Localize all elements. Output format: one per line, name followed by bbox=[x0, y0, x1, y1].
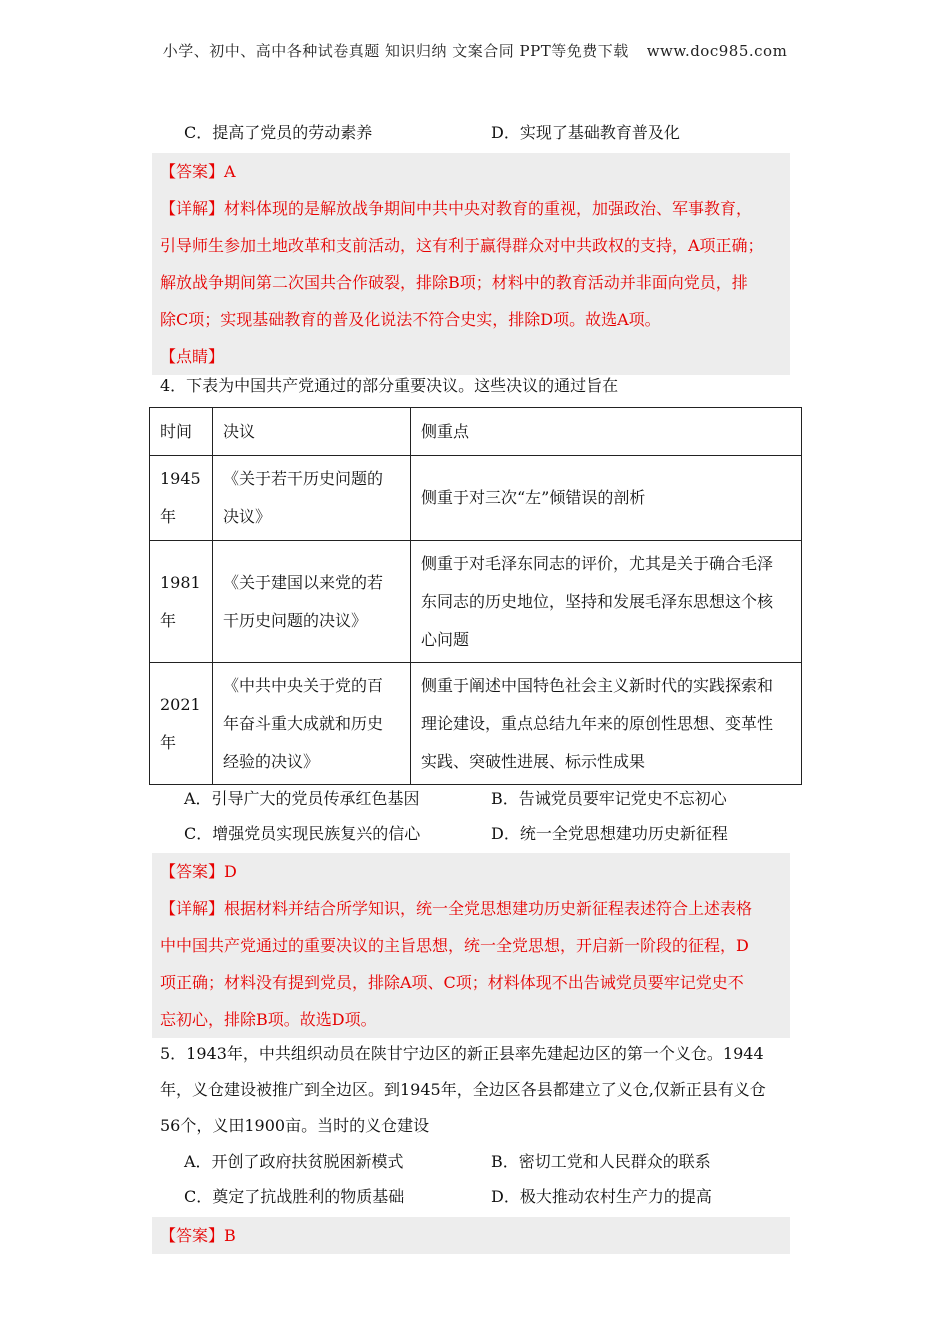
cell-line: 干历史问题的决议》 bbox=[223, 610, 368, 630]
table-cell-resolution bbox=[213, 541, 411, 663]
q5-stem-line: 年，义仓建设被推广到全边区。到1945年，全边区各县都建立了义仓,仅新正县有义仓 bbox=[160, 1080, 766, 1099]
q5-option-b: B．密切工党和人民群众的联系 bbox=[491, 1152, 711, 1171]
q5-stem-line: 5．1943年，中共组织动员在陕甘宁边区的新正县率先建起边区的第一个义仓。1944 bbox=[160, 1044, 764, 1063]
table-cell-focus bbox=[411, 456, 802, 541]
page-header bbox=[0, 40, 950, 61]
table-header-focus: 侧重点 bbox=[411, 408, 802, 456]
q4-option-a: A．引导广大的党员传承红色基因 bbox=[184, 789, 420, 808]
cell-line: 1945 bbox=[160, 469, 201, 488]
table-header-resolution: 决议 bbox=[213, 408, 411, 456]
header-text: 小学、初中、高中各种试卷真题 知识归纳 文案合同 PPT等免费下载 bbox=[162, 42, 629, 60]
q4-detail-line: 项正确；材料没有提到党员，排除A项、C项；材料体现不出告诫党员要牢记党史不 bbox=[160, 973, 744, 992]
cell-line: 理论建设，重点总结九年来的原创性思想、变革性 bbox=[421, 713, 774, 733]
cell-line: 心问题 bbox=[421, 629, 470, 649]
header-url: www.doc985.com bbox=[646, 42, 788, 60]
table-header-row bbox=[150, 408, 802, 456]
table-cell-focus bbox=[411, 663, 802, 785]
q3-detail-line: 引导师生参加土地改革和支前活动，这有利于赢得群众对中共政权的支持，A项正确； bbox=[160, 236, 764, 255]
cell-line: 决议》 bbox=[223, 507, 272, 526]
cell-line: 年奋斗重大成就和历史 bbox=[223, 713, 384, 733]
q3-answer-block bbox=[152, 153, 790, 375]
q3-option-c: C．提高了党员的劳动素养 bbox=[184, 123, 373, 142]
cell-line: 实践、突破性进展、标示性成果 bbox=[421, 751, 646, 771]
cell-line: 侧重于阐述中国特色社会主义新时代的实践探索和 bbox=[421, 675, 774, 695]
q5-answer-block bbox=[152, 1217, 790, 1254]
resolutions-table bbox=[149, 407, 802, 785]
cell-line: 2021 bbox=[160, 694, 201, 714]
table-header-time: 时间 bbox=[150, 408, 213, 456]
cell-line: 1981 bbox=[160, 572, 201, 592]
q3-dianjing: 【点睛】 bbox=[160, 347, 225, 366]
table-cell-time bbox=[150, 456, 213, 541]
cell-line: 年 bbox=[160, 610, 177, 630]
q5-option-c: C．奠定了抗战胜利的物质基础 bbox=[184, 1187, 405, 1206]
cell-line: 年 bbox=[160, 732, 177, 752]
q4-option-b: B．告诫党员要牢记党史不忘初心 bbox=[491, 789, 727, 808]
cell-line: 《中共中央关于党的百 bbox=[223, 675, 384, 695]
q4-answer-block bbox=[152, 853, 790, 1038]
table-row bbox=[150, 663, 802, 785]
table-cell-time bbox=[150, 541, 213, 663]
q4-detail-line: 忘初心，排除B项。故选D项。 bbox=[160, 1010, 377, 1029]
q5-answer: 【答案】B bbox=[160, 1226, 236, 1245]
table-cell-focus bbox=[411, 541, 802, 663]
q5-options-cd bbox=[184, 1182, 794, 1212]
cell-line: 经验的决议》 bbox=[223, 751, 320, 771]
cell-line: 年 bbox=[160, 507, 177, 526]
q3-options-cd bbox=[184, 118, 794, 148]
q4-options-ab bbox=[184, 784, 794, 814]
q4-options-cd bbox=[184, 819, 794, 849]
table-row bbox=[150, 541, 802, 663]
q5-option-a: A．开创了政府扶贫脱困新模式 bbox=[184, 1152, 404, 1171]
cell-line: 《关于若干历史问题的 bbox=[223, 469, 384, 488]
q4-stem: 4．下表为中国共产党通过的部分重要决议。这些决议的通过旨在 bbox=[160, 376, 619, 395]
q5-stem-line: 56个，义田1900亩。当时的义仓建设 bbox=[160, 1116, 430, 1135]
q4-option-c: C．增强党员实现民族复兴的信心 bbox=[184, 824, 421, 843]
q3-detail-line: 除C项；实现基础教育的普及化说法不符合史实，排除D项。故选A项。 bbox=[160, 310, 661, 329]
q5-options-ab bbox=[184, 1147, 794, 1177]
cell-line: 侧重于对毛泽东同志的评价，尤其是关于确合毛泽 bbox=[421, 553, 774, 573]
q4-detail-line: 中中国共产党通过的重要决议的主旨思想，统一全党思想，开启新一阶段的征程，D bbox=[160, 936, 749, 955]
table-cell-time bbox=[150, 663, 213, 785]
q5-option-d: D．极大推动农村生产力的提高 bbox=[491, 1187, 712, 1206]
table-row bbox=[150, 456, 802, 541]
table-cell-resolution bbox=[213, 663, 411, 785]
cell-line: 东同志的历史地位，坚持和发展毛泽东思想这个核 bbox=[421, 591, 774, 611]
q4-detail-line: 【详解】根据材料并结合所学知识，统一全党思想建功历史新征程表述符合上述表格 bbox=[160, 899, 753, 918]
cell-line: 侧重于对三次“左”倾错误的剖析 bbox=[421, 488, 646, 507]
q4-option-d: D．统一全党思想建功历史新征程 bbox=[491, 824, 728, 843]
cell-line: 《关于建国以来党的若 bbox=[223, 572, 384, 592]
q3-detail-line: 解放战争期间第二次国共合作破裂，排除B项；材料中的教育活动并非面向党员，排 bbox=[160, 273, 748, 292]
q3-answer: 【答案】A bbox=[160, 162, 236, 181]
q3-option-d: D．实现了基础教育普及化 bbox=[491, 123, 680, 142]
table-cell-resolution bbox=[213, 456, 411, 541]
q4-answer: 【答案】D bbox=[160, 862, 237, 881]
q3-detail-line: 【详解】材料体现的是解放战争期间中共中央对教育的重视，加强政治、军事教育， bbox=[160, 199, 753, 218]
